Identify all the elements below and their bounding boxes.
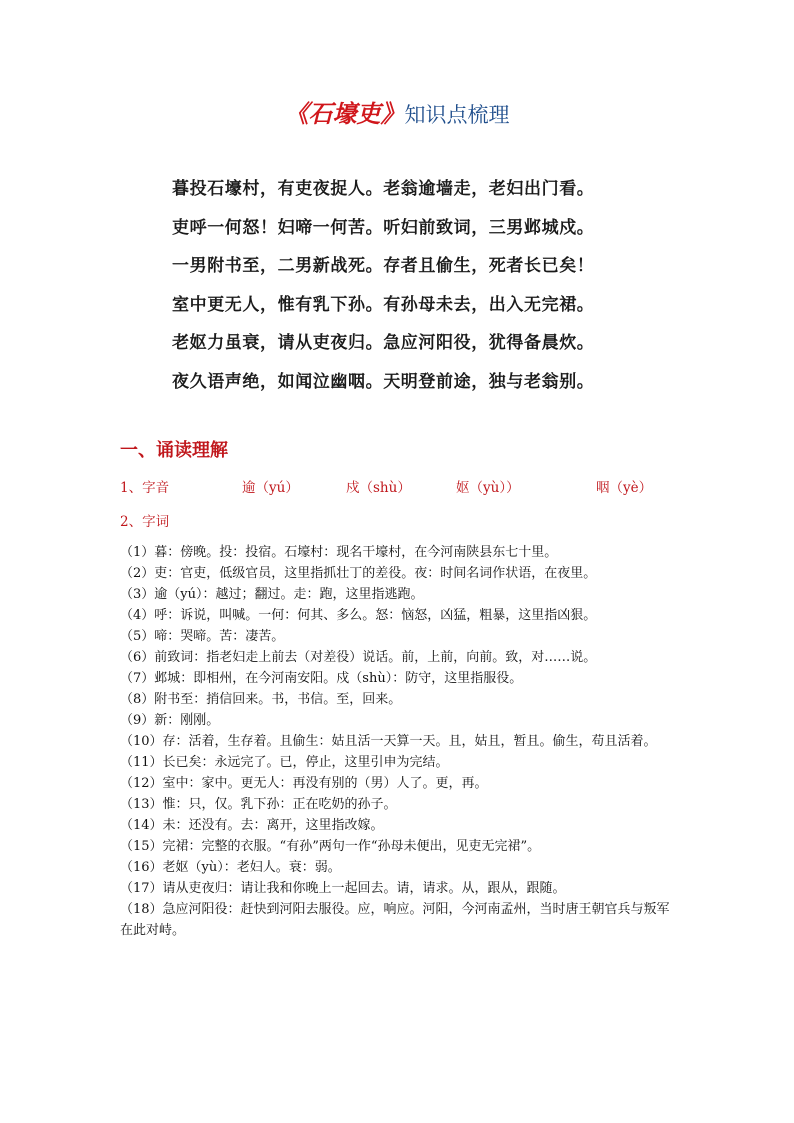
note-item: （12）室中：家中。更无人：再没有别的（男）人了。更，再。 xyxy=(120,776,488,791)
vocabulary-notes xyxy=(120,542,680,941)
poem-line: 室中更无人，惟有乳下孙。有孙母未去，出入无完裙。 xyxy=(172,294,595,315)
title-main: 《石壕吏》 xyxy=(284,99,405,128)
poem-line: 暮投石壕村，有吏夜捉人。老翁逾墙走，老妇出门看。 xyxy=(172,179,595,199)
note-item: （10）存：活着，生存着。且偷生：姑且活一天算一天。且，姑且，暂且。偷生，苟且活着。 xyxy=(120,734,657,749)
poem-line: 一男附书至，二男新战死。存者且偷生，死者长已矣！ xyxy=(172,256,595,276)
note-item: （13）惟：只，仅。乳下孙：正在吃奶的孙子。 xyxy=(120,797,397,812)
note-item: （4）呼：诉说，叫喊。一何：何其、多么。怒：恼怒，凶猛，粗暴，这里指凶狠。 xyxy=(120,608,597,623)
note-item: （18）急应河阳役：赶快到河阳去服役。应，响应。河阳，今河南孟州，当时唐王朝官兵与叛军在此对峙。 xyxy=(120,902,670,938)
note-item: （1）暮：傍晚。投：投宿。石壕村：现名干壕村，在今河南陕县东七十里。 xyxy=(120,545,558,560)
note-item: （3）逾（yú）：越过；翻过。走：跑，这里指逃跑。 xyxy=(120,587,424,602)
note-item: （15）完裙：完整的衣服。“有孙”两句一作“孙母未便出，见吏无完裙”。 xyxy=(120,839,541,854)
words-subheading: 2、字词 xyxy=(120,514,170,530)
document-title xyxy=(0,98,794,131)
note-item: （17）请从吏夜归：请让我和你晚上一起回去。请，请求。从，跟从，跟随。 xyxy=(120,881,566,896)
pronunciation-item: 妪（yù）） xyxy=(456,480,520,496)
note-item: （9）新：刚刚。 xyxy=(120,713,220,728)
pronunciation-label: 1、字音 xyxy=(120,480,170,496)
note-item: （8）附书至：捎信回来。书，书信。至，回来。 xyxy=(120,692,402,707)
poem-line: 老妪力虽衰，请从吏夜归。急应河阳役，犹得备晨炊。 xyxy=(172,333,595,353)
poem-text xyxy=(172,176,632,407)
note-item: （2）吏：官吏，低级官员，这里指抓壮丁的差役。夜：时间名词作状语，在夜里。 xyxy=(120,566,597,581)
note-item: （16）老妪（yù）：老妇人。衰：弱。 xyxy=(120,860,341,875)
pronunciation-item: 逾（yú） xyxy=(242,480,299,496)
note-item: （14）未：还没有。去：离开，这里指改嫁。 xyxy=(120,818,384,833)
note-item: （6）前致词：指老妇走上前去（对差役）说话。前，上前，向前。致，对……说。 xyxy=(120,650,597,665)
pronunciation-item: 戍（shù） xyxy=(346,480,411,496)
section-heading-reading: 一、诵读理解 xyxy=(120,440,228,461)
note-item: （7）邺城：即相州，在今河南安阳。戍（shù）：防守，这里指服役。 xyxy=(120,671,523,686)
pronunciation-row xyxy=(120,476,700,498)
title-sub: 知识点梳理 xyxy=(404,103,510,127)
note-item: （11）长已矣：永远完了。已，停止，这里引申为完结。 xyxy=(120,755,449,770)
note-item: （5）啼：哭啼。苦：凄苦。 xyxy=(120,629,285,644)
poem-line: 吏呼一何怒！妇啼一何苦。听妇前致词，三男邺城戍。 xyxy=(172,217,595,238)
pronunciation-item: 咽（yè） xyxy=(596,480,653,496)
poem-line: 夜久语声绝，如闻泣幽咽。天明登前途，独与老翁别。 xyxy=(172,371,595,392)
